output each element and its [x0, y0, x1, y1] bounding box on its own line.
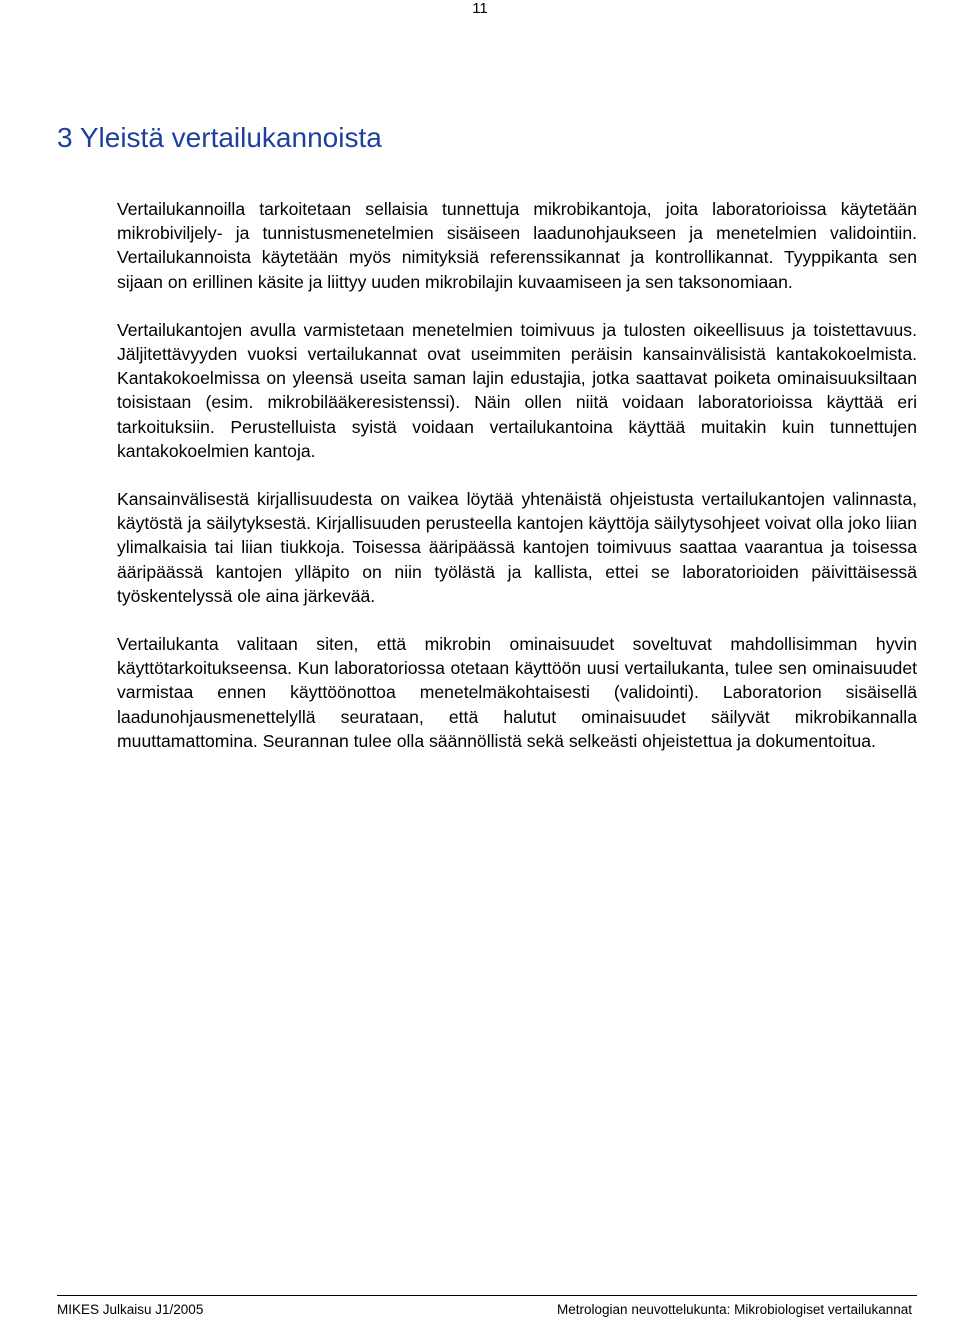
paragraph-4: Vertailukanta valitaan siten, että mikrobin ominaisuudet soveltuvat mahdollisimman hyvin käyttötarkoitukseensa. Kun laboratoriossa otetaan käyttöön uusi vertailukanta, tulee sen ominaisuudet varmistaa ennen käyttöönottoa menetelmäkohtaisesti (validointi). Laboratorion sisäisellä laadunohjausmenettelyllä seurataan, että halutut ominaisuudet säilyvät mikrobikannalla muuttamattomina. Seurannan tulee olla säännöllistä sekä selkeästi ohjeistettua ja dokumentoitua. [117, 634, 917, 751]
paragraph-2: Vertailukantojen avulla varmistetaan menetelmien toimivuus ja tulosten oikeellisuus ja toistettavuus. Jäljitettävyyden vuoksi vertailukannat ovat useimmiten peräisin kansainvälisistä kantakokoelmista. Kantakokoelmissa on yleensä useita saman lajin edustajia, jotka saattavat poiketa ominaisuuksiltaan toisistaan (esim. mikrobilääkeresistenssi). Näin ollen niitä voidaan laboratorioissa käyttää eri tarkoituksiin. Perustelluista syistä voidaan vertailukantoina käyttää muitakin kuin tunnettujen kantakokoelmien kantoja. [117, 319, 917, 461]
body-text [117, 197, 917, 777]
paragraph-1: Vertailukannoilla tarkoitetaan sellaisia tunnettuja mikrobikantoja, joita laboratorioissa käytetään mikrobiviljely- ja tunnistusmenetelmien sisäiseen laadunohjaukseen ja menetelmien validointiin. Vertailukannoista käytetään myös nimityksiä referenssikannat ja kontrollikannat. Tyyppikanta sen sijaan on erillinen käsite ja liittyy uuden mikrobilajin kuvaamiseen ja sen taksonomiaan. [117, 199, 917, 292]
section-heading: 3 Yleistä vertailukannoista [57, 122, 382, 153]
page-number: 11 [472, 0, 488, 17]
footer-publication: MIKES Julkaisu J1/2005 [57, 1302, 204, 1317]
paragraph-3: Kansainvälisestä kirjallisuudesta on vaikea löytää yhtenäistä ohjeistusta vertailukantojen valinnasta, käytöstä ja säilytyksestä. Kirjallisuuden perusteella kantojen käyttöja säilytysohjeet voivat olla joko liian ylimalkaisia tai liian tiukkoja. Toisessa ääripäässä kantojen toimivuus saattaa vaarantua ja toisessa ääripäässä kantojen ylläpito on niin työlästä ja kallista, ettei se laboratorioiden päivittäisessä työskentelyssä ole aina järkevää. [117, 489, 917, 606]
footer-title: Metrologian neuvottelukunta: Mikrobiologiset vertailukannat [557, 1302, 912, 1317]
footer-divider [57, 1295, 917, 1296]
